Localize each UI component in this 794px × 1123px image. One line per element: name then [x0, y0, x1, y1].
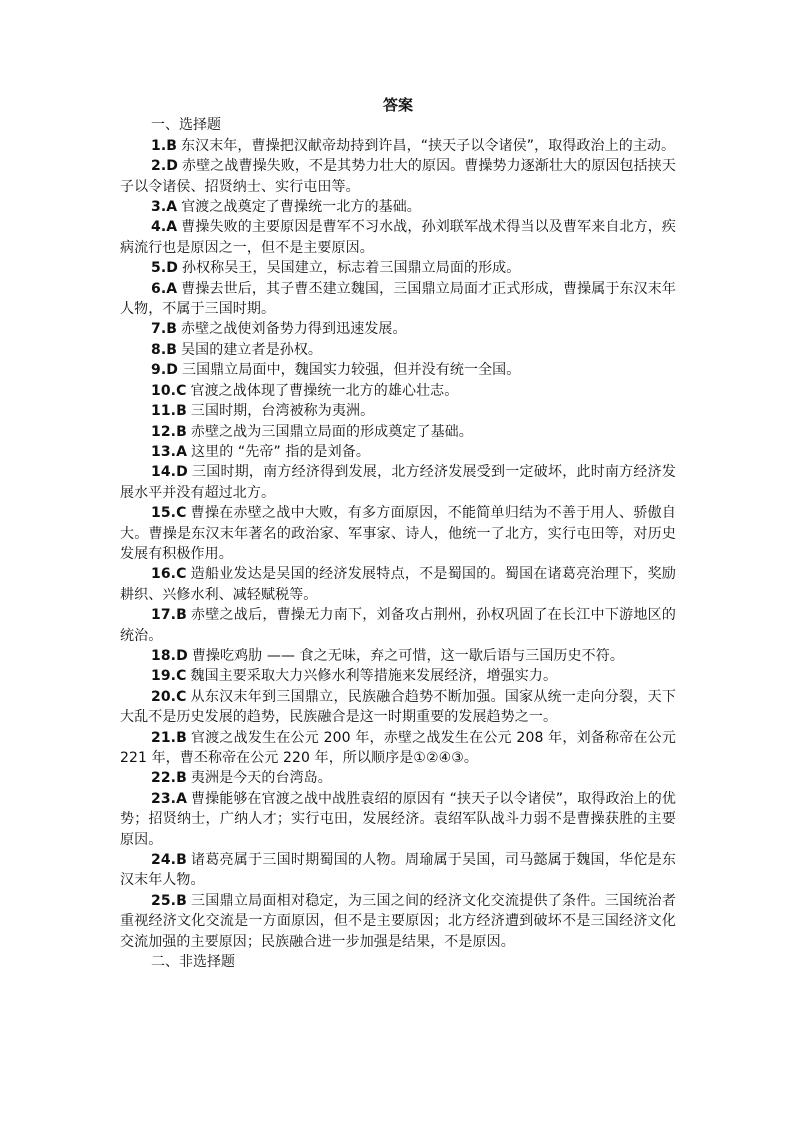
- answer-number: 4.A: [151, 219, 178, 236]
- answer-explanation: 东汉末年，曹操把汉献帝劫持到许昌，“挟天子以令诸侯”，取得政治上的主动。: [181, 137, 676, 154]
- answer-item: [120, 381, 676, 401]
- answer-explanation: 曹操吃鸡肋 —— 食之无味，弃之可惜，这一歇后语与三国历史不符。: [191, 647, 624, 664]
- section-heading-choice: 一、选择题: [151, 117, 221, 134]
- section-heading-non-choice: 二、非选择题: [151, 954, 235, 971]
- answer-number: 17.B: [151, 607, 187, 624]
- answer-explanation: 赤壁之战后，曹操无力南下，刘备攻占荆州，孙权巩固了在长江中下游地区的统治。: [120, 607, 676, 644]
- answer-item: [120, 728, 676, 769]
- answer-number: 22.B: [151, 770, 187, 787]
- answer-number: 11.B: [151, 403, 187, 420]
- answer-item: [120, 564, 676, 605]
- answer-list: [120, 136, 676, 952]
- answer-item: [120, 789, 676, 850]
- answer-item: [120, 422, 676, 442]
- answer-number: 15.C: [151, 505, 187, 522]
- answer-explanation: 曹操能够在官渡之战中战胜袁绍的原因有 “挟天子以令诸侯”，取得政治上的优势；招贤纳士，广纳人才；实行屯田，发展经济。袁绍军队战斗力弱不是曹操获胜的主要原因。: [120, 790, 676, 848]
- answer-explanation: 魏国主要采取大力兴修水利等措施来发展经济，增强实力。: [190, 668, 558, 685]
- answer-number: 6.A: [151, 280, 178, 297]
- answer-explanation: 官渡之战体现了曹操统一北方的雄心壮志。: [190, 382, 459, 399]
- answer-item: [120, 768, 676, 788]
- answer-item: [120, 258, 676, 278]
- answer-explanation: 曹操去世后，其子曹丕建立魏国，三国鼎立局面才正式形成，曹操属于东汉末年人物，不属于三国时期。: [120, 280, 676, 318]
- answer-explanation: 从东汉末年到三国鼎立，民族融合趋势不断加强。国家从统一走向分裂，天下大乱不是历史发展的趋势，民族融合是这一时期重要的发展趋势之一。: [120, 688, 676, 726]
- document-title: 答案: [382, 96, 413, 114]
- answer-number: 14.D: [151, 464, 188, 481]
- answer-item: [120, 136, 676, 156]
- answer-item: [120, 891, 676, 952]
- answer-number: 2.D: [151, 158, 178, 175]
- answer-number: 25.B: [151, 892, 187, 909]
- answer-explanation: 三国鼎立局面中，魏国实力较强，但并没有统一全国。: [181, 362, 521, 379]
- answer-number: 1.B: [151, 137, 178, 154]
- answer-explanation: 吴国的建立者是孙权。: [181, 341, 323, 358]
- answer-item: [120, 442, 676, 462]
- answer-number: 3.A: [151, 199, 178, 216]
- answer-item: [120, 503, 676, 564]
- answer-explanation: 赤壁之战使刘备势力得到迅速发展。: [181, 321, 407, 338]
- answer-number: 18.D: [151, 647, 188, 664]
- answer-number: 16.C: [151, 566, 187, 583]
- answer-explanation: 三国时期，台湾被称为夷洲。: [190, 403, 375, 420]
- answer-number: 24.B: [151, 852, 187, 869]
- answer-explanation: 造船业发达是吴国的经济发展特点，不是蜀国的。蜀国在诸葛亮治理下，奖励耕织、兴修水利、减轻赋税等。: [120, 566, 676, 603]
- answer-explanation: 孙权称吴王，吴国建立，标志着三国鼎立局面的形成。: [181, 260, 521, 277]
- answer-explanation: 三国鼎立局面相对稳定，为三国之间的经济文化交流提供了条件。三国统治者重视经济文化交流是一方面原因，但不是主要原因；北方经济遭到破坏不是三国经济文化交流加强的主要原因；民族融合进一步加强是结果，不是原因。: [120, 892, 676, 950]
- answer-item: [120, 687, 676, 728]
- answer-item: [120, 197, 676, 217]
- answer-item: [120, 666, 676, 686]
- answer-item: [120, 360, 676, 380]
- answer-explanation: 曹操失败的主要原因是曹军不习水战，孙刘联军战术得当以及曹军来自北方，疾病流行也是原因之一，但不是主要原因。: [120, 219, 676, 256]
- answer-explanation: 夷洲是今天的台湾岛。: [190, 770, 332, 787]
- answer-number: 20.C: [151, 688, 187, 705]
- answer-item: [120, 279, 676, 320]
- answer-explanation: 这里的 “先帝” 指的是刘备。: [191, 443, 370, 460]
- answer-number: 9.D: [151, 362, 178, 379]
- answer-item: [120, 340, 676, 360]
- answer-item: [120, 605, 676, 646]
- answer-explanation: 赤壁之战为三国鼎立局面的形成奠定了基础。: [190, 423, 473, 440]
- answer-item: [120, 319, 676, 339]
- answer-item: [120, 646, 676, 666]
- answer-item: [120, 462, 676, 503]
- answer-number: 21.B: [151, 729, 187, 746]
- answer-explanation: 官渡之战发生在公元 200 年，赤壁之战发生在公元 208 年，刘备称帝在公元 221 年，曹丕称帝在公元 220 年，所以顺序是①②④③。: [120, 729, 676, 766]
- answer-explanation: 官渡之战奠定了曹操统一北方的基础。: [181, 199, 421, 216]
- answer-number: 13.A: [151, 443, 188, 460]
- answer-number: 12.B: [151, 423, 187, 440]
- answer-item: [120, 850, 676, 891]
- answer-explanation: 诸葛亮属于三国时期蜀国的人物。周瑜属于吴国，司马懿属于魏国，华佗是东汉末年人物。: [120, 852, 676, 889]
- answer-item: [120, 156, 676, 197]
- answer-explanation: 赤壁之战曹操失败，不是其势力壮大的原因。曹操势力逐渐壮大的原因包括挟天子以令诸侯、招贤纳士、实行屯田等。: [120, 158, 676, 195]
- answer-item: [120, 401, 676, 421]
- answer-explanation: 曹操在赤壁之战中大败，有多方面原因，不能简单归结为不善于用人、骄傲自大。曹操是东汉末年著名的政治家、军事家、诗人，他统一了北方，实行屯田等，对历史发展有积极作用。: [120, 505, 676, 562]
- answer-document: [120, 95, 676, 972]
- answer-number: 19.C: [151, 668, 187, 685]
- answer-number: 5.D: [151, 260, 178, 277]
- answer-number: 23.A: [151, 790, 188, 807]
- answer-number: 7.B: [151, 321, 178, 338]
- answer-explanation: 三国时期，南方经济得到发展，北方经济发展受到一定破坏，此时南方经济发展水平并没有超过北方。: [120, 464, 676, 501]
- answer-item: [120, 217, 676, 258]
- answer-number: 10.C: [151, 382, 187, 399]
- answer-number: 8.B: [151, 341, 178, 358]
